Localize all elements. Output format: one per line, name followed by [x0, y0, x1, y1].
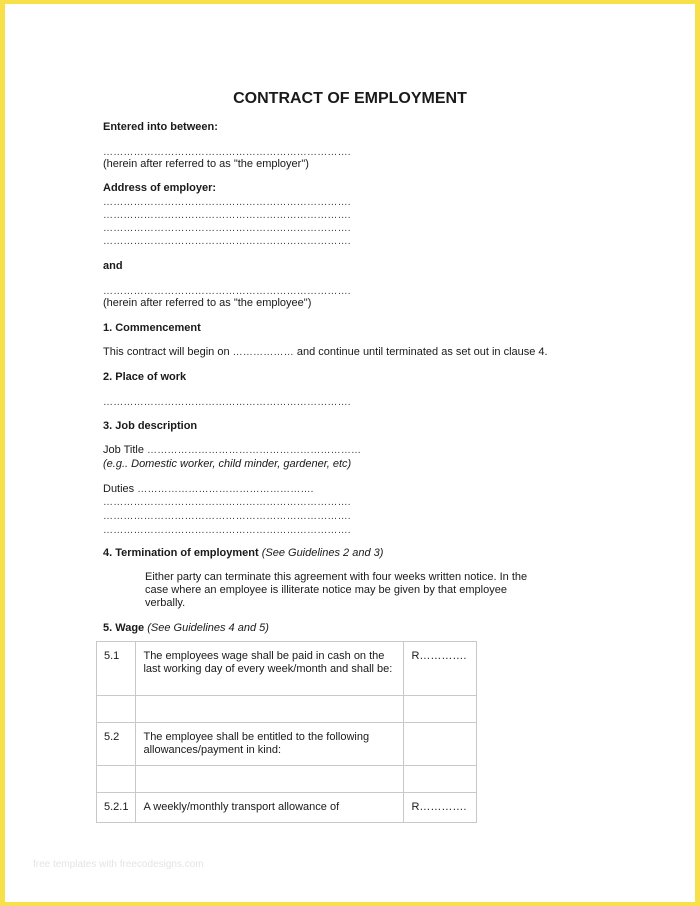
amount-blank [404, 766, 477, 793]
duties-line-blank: ………………………………………………………………. [103, 525, 351, 536]
table-row [97, 793, 477, 823]
amount-blank: R…………. [404, 793, 477, 823]
address-line-blank: ………………………………………………………………. [103, 223, 351, 234]
clause-description [136, 696, 404, 723]
clause-description: The employees wage shall be paid in cash on the last working day of every week/month and shall be: [136, 642, 404, 696]
job-title-line [103, 444, 361, 456]
duties-blank: ……………………………………………. [137, 484, 314, 495]
clause-description: A weekly/monthly transport allowance of [136, 793, 404, 823]
amount-blank [404, 723, 477, 766]
address-heading: Address of employer: [103, 182, 217, 194]
duties-line [103, 483, 314, 495]
termination-guideline: (See Guidelines 2 and 3) [261, 547, 384, 559]
duties-line-blank: ………………………………………………………………. [103, 497, 351, 508]
commencement-text-after: and continue until terminated as set out in clause 4. [296, 346, 548, 358]
employer-name-blank: ………………………………………………………………. [103, 147, 351, 158]
wage-heading-text: 5. Wage [103, 622, 145, 634]
job-title-label: Job Title [103, 444, 144, 456]
commencement-text-before: This contract will begin on [103, 346, 230, 358]
watermark: free templates with freecodesigns.com [33, 859, 204, 870]
duties-line-blank: ………………………………………………………………. [103, 511, 351, 522]
employer-herein-text: (herein after referred to as "the employer") [103, 158, 309, 170]
page-title: CONTRACT OF EMPLOYMENT [233, 90, 467, 107]
clause-number [97, 696, 136, 723]
clause-description [136, 766, 404, 793]
wage-heading [103, 622, 269, 634]
wage-table [96, 641, 477, 823]
commencement-heading: 1. Commencement [103, 322, 201, 334]
table-row [97, 766, 477, 793]
termination-text: Either party can terminate this agreement with four weeks written notice. In the case where an employee is illiterate notice may be given by that employee verbally. [145, 571, 528, 609]
table-row [97, 696, 477, 723]
clause-number: 5.2 [97, 723, 136, 766]
job-title-example: (e.g.. Domestic worker, child minder, gardener, etc) [103, 458, 352, 470]
entered-into-heading: Entered into between: [103, 121, 218, 133]
employee-herein-text: (herein after referred to as "the employee") [103, 297, 312, 309]
duties-label: Duties [103, 483, 135, 495]
clause-description: The employee shall be entitled to the following allowances/payment in kind: [136, 723, 404, 766]
termination-heading [103, 547, 383, 559]
table-row [97, 642, 477, 696]
table-row [97, 723, 477, 766]
address-line-blank: ………………………………………………………………. [103, 197, 351, 208]
job-description-heading: 3. Job description [103, 420, 198, 432]
amount-blank: R…………. [404, 642, 477, 696]
commencement-text [103, 346, 548, 358]
commencement-date-blank: ……………… [232, 347, 294, 358]
address-line-blank: ………………………………………………………………. [103, 236, 351, 247]
clause-number: 5.2.1 [97, 793, 136, 823]
job-title-blank: ……………………………………………………… [147, 445, 362, 456]
wage-guideline: (See Guidelines 4 and 5) [147, 622, 269, 634]
amount-blank [404, 696, 477, 723]
clause-number [97, 766, 136, 793]
address-line-blank: ………………………………………………………………. [103, 210, 351, 221]
employee-name-blank: ………………………………………………………………. [103, 286, 351, 297]
clause-number: 5.1 [97, 642, 136, 696]
document-page [5, 4, 695, 902]
and-heading: and [103, 260, 123, 272]
termination-heading-text: 4. Termination of employment [103, 547, 259, 559]
place-of-work-heading: 2. Place of work [103, 371, 187, 383]
place-of-work-blank: ………………………………………………………………. [103, 397, 351, 408]
